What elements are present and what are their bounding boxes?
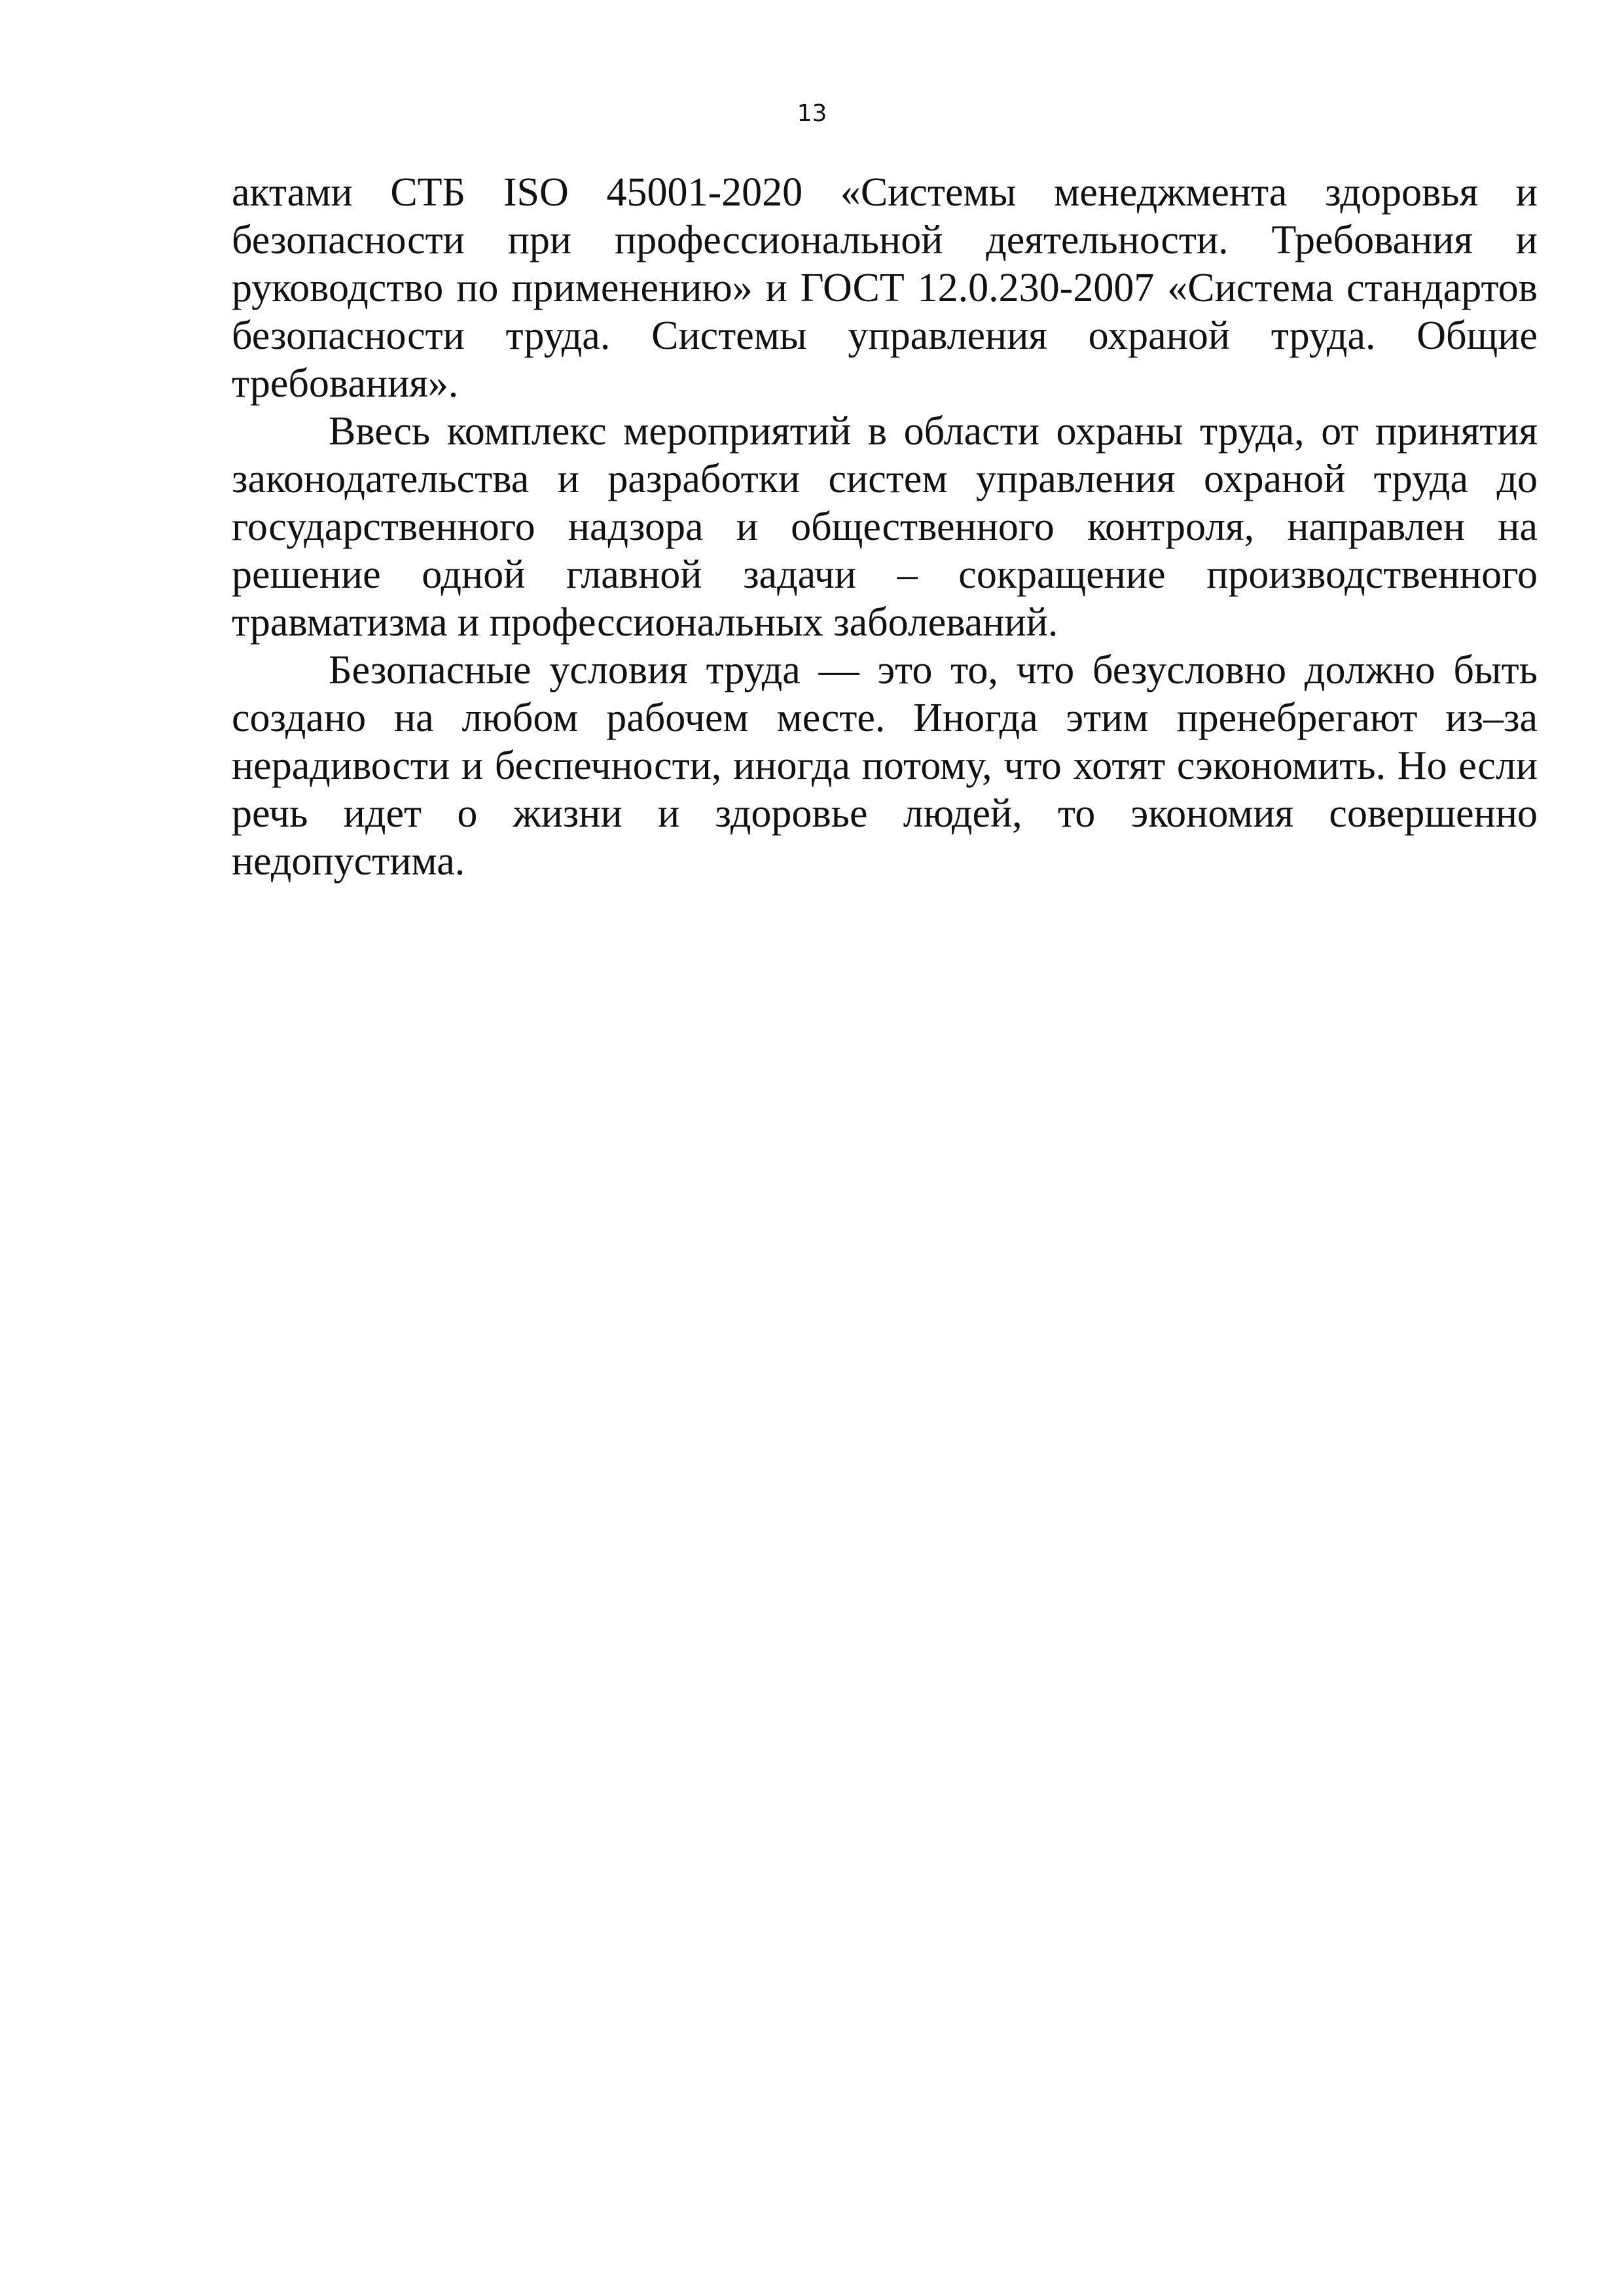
document-body — [232, 169, 1538, 886]
paragraph-continuation: актами СТБ ISO 45001-2020 «Системы менеджмента здоровья и безопасности при профессиональной деятельности. Требования и руководство по применению» и ГОСТ 12.0.230-2007 «Система стандартов безопасности труда. Системы управления охраной труда. Общие требования». — [232, 170, 1538, 406]
page-number: 13 — [797, 100, 827, 127]
paragraph-safe-conditions: Безопасные условия труда — это то, что безусловно должно быть создано на любом рабочем месте. Иногда этим пренебрегают из–за нерадивости и беспечности, иногда потому, что хотят сэкономить. Но если речь идет о жизни и здоровье людей, то экономия совершенно недопустима. — [232, 648, 1538, 884]
paragraph-measures: Ввесь комплекс мероприятий в области охраны труда, от принятия законодательства и разработки систем управления охраной труда до государственного надзора и общественного контроля, направлен на решение одной главной задачи – сокращение производственного травматизма и профессиональных заболеваний. — [232, 409, 1538, 645]
